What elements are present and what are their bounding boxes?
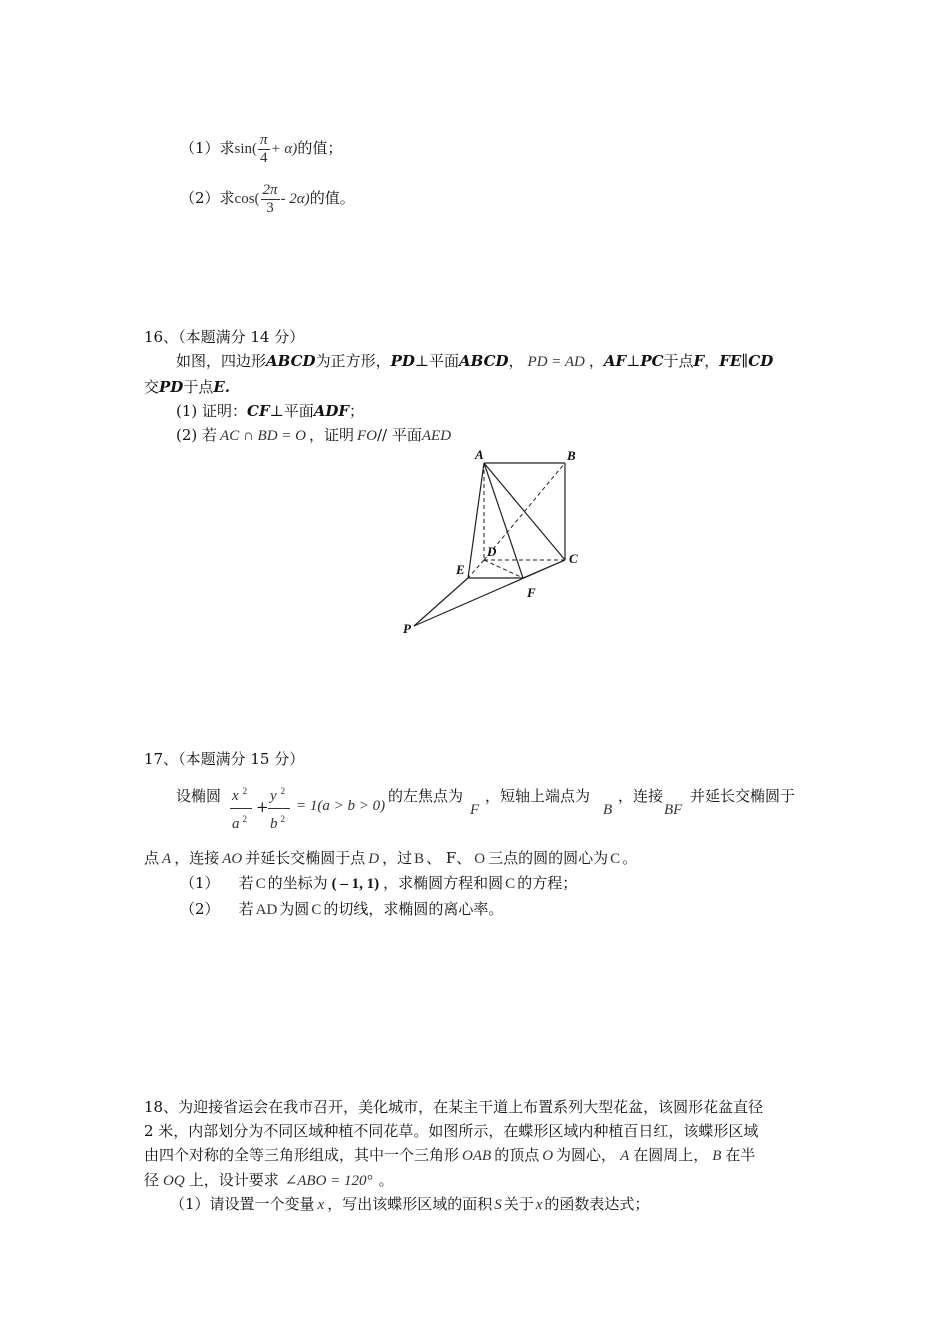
- label-F: F: [527, 585, 536, 600]
- q18-line3: 由四个对称的全等三角形组成，其中一个三角形 OAB 的顶点 O 为圆心， A 在圆周上， B 在半: [144, 1146, 756, 1164]
- b-squared: b $^2$: [270, 814, 285, 832]
- q17-part2: （2） 若 AD 为圆 C 的切线，求椭圆的离心率。: [180, 900, 504, 918]
- endpoint-B: B: [603, 802, 613, 818]
- edge-AC: [484, 463, 565, 560]
- label-A: A: [475, 447, 484, 462]
- q17-header: 17、（本题满分 15 分）: [144, 750, 305, 768]
- edge-FC: [523, 560, 565, 578]
- focus-F: F: [470, 802, 480, 818]
- q16-header: 16、（本题满分 14 分）: [144, 328, 305, 346]
- hidden-edge-DB: [484, 463, 565, 560]
- edge-PE: [414, 578, 468, 626]
- a-squared: a $^2$: [232, 814, 247, 832]
- label-P: P: [403, 621, 411, 636]
- q18-part1: （1）请设置一个变量 x ，写出该蝶形区域的面积 S 关于 x 的函数表达式；: [170, 1195, 650, 1213]
- q17-part1: （1） 若 C 的坐标为 ( – 1, 1) ，求椭圆方程和圆 C 的方程；: [180, 874, 578, 892]
- label-C: C: [569, 551, 578, 566]
- q17-line1-short-axis: ，短轴上端点为: [485, 787, 591, 805]
- plus-sign: +: [256, 798, 269, 816]
- ellipse-equation: [230, 784, 390, 836]
- pi-over-4-fraction: $\frac{\pi}{4}$: [260, 131, 268, 166]
- q18-line1: 18、为迎接省运会在我市召开，美化城市，在某主干道上布置系列大型花盆，该圆形花盆直径: [144, 1098, 764, 1116]
- q17-line1-connect: ，连接: [618, 787, 664, 805]
- q16-part1: (1) 证明：CF⊥平面ADF；: [176, 402, 365, 420]
- q17-line2: 点 A ，连接 AO 并延长交椭圆于点 D ，过 B 、 F、 O 三点的圆的圆心为 C 。: [144, 849, 638, 867]
- q15-part1: （1）求sin( $\frac{\pi}{4}$ + α)的值；: [180, 131, 343, 166]
- q18-line2: 2 米，内部划分为不同区域种植不同花草。如图所示，在蝶形区域内种植百日红，该蝶形区域: [144, 1122, 759, 1140]
- q15-part2: （2）求cos( $\frac{2\pi}{3}$ - 2α)的值。: [180, 181, 355, 216]
- equation-rhs: = 1(a > b > 0): [296, 798, 386, 814]
- label-D: D: [487, 544, 497, 559]
- q17-line1-rest: 的左焦点为: [388, 787, 464, 805]
- edge-AF: [484, 463, 523, 578]
- label-E: E: [456, 562, 465, 577]
- segment-BF: BF: [664, 802, 683, 818]
- hidden-edge-DF: [484, 560, 523, 578]
- q16-line1: 如图，四边形ABCD为正方形，PD⊥平面ABCD， PD = AD ，AF⊥PC于点F，FE∥CD: [176, 352, 774, 370]
- q17-line1: 设椭圆: [176, 787, 222, 805]
- q17-line1-end: 并延长交椭圆于: [690, 787, 796, 805]
- hidden-edge-DE: [468, 560, 484, 578]
- edge-AE: [468, 463, 484, 578]
- q16-part2: (2) 若 AC ∩ BD = O ，证明 FO// 平面AED: [176, 426, 452, 444]
- fraction-bar-y: [268, 808, 290, 809]
- two-pi-over-3-fraction: $\frac{2\pi}{3}$: [262, 181, 278, 216]
- y-squared: y $^2$: [270, 786, 286, 804]
- label-B: B: [567, 448, 576, 463]
- edge-PC: [414, 560, 565, 626]
- q18-line4: 径 OQ 上，设计要求 ∠ABO = 120° 。: [144, 1171, 394, 1189]
- fraction-bar-x: [230, 808, 252, 809]
- x-squared: x $^2$: [232, 786, 248, 804]
- q16-line2: 交PD于点E.: [144, 378, 230, 396]
